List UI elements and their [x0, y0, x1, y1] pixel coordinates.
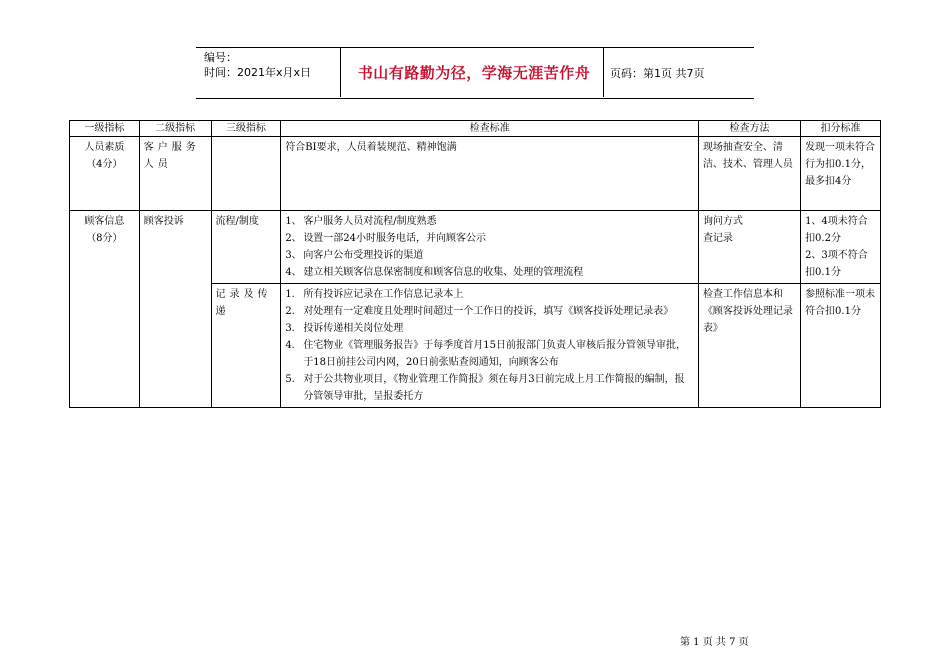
header-meta	[204, 50, 340, 80]
column-header: 三级指标	[211, 121, 281, 137]
deduction-cell: 参照标准一项未符合扣0.1分	[801, 284, 881, 408]
level3-cell: 流程/制度	[211, 211, 281, 284]
item-number: 3.	[285, 323, 295, 334]
method-cell: 询问方式 查记录	[698, 211, 800, 284]
date-label: 时间：2021年x月x日	[204, 66, 312, 79]
list-item	[285, 286, 694, 303]
item-number: 5.	[285, 374, 295, 385]
list-item	[285, 303, 694, 320]
list-item	[285, 337, 694, 371]
table-header-row	[70, 121, 881, 137]
list-item	[285, 230, 694, 247]
standard-list	[285, 213, 694, 281]
column-header: 扣分标准	[801, 121, 881, 137]
item-number: 1.	[285, 289, 295, 300]
list-item	[285, 213, 694, 230]
list-item	[285, 264, 694, 281]
number-label: 编号：	[204, 51, 237, 64]
inspection-standards-table	[69, 120, 881, 408]
item-number: 2、	[285, 233, 302, 244]
level3-cell	[211, 137, 281, 211]
list-item	[285, 320, 694, 337]
item-number: 3、	[285, 250, 302, 261]
level2-cell: 客户服务人员	[139, 137, 211, 211]
header-motto: 书山有路勤为径，学海无涯苦作舟	[357, 64, 591, 82]
list-item	[285, 371, 694, 405]
level1-cell: 人员素质 （4分）	[70, 137, 140, 211]
method-cell: 检查工作信息本和《顾客投诉处理记录表》	[698, 284, 800, 408]
deduction-cell: 发现一项未符合行为扣0.1分，最多扣4分	[801, 137, 881, 211]
standard-cell	[281, 284, 699, 408]
standard-cell: 符合BI要求，人员着装规范、精神饱满	[281, 137, 699, 211]
item-number: 1、	[285, 216, 302, 227]
deduction-cell: 1、4项未符合扣0.2分 2、3项不符合扣0.1分	[801, 211, 881, 284]
item-text: 住宅物业《管理服务报告》于每季度首月15日前报部门负责人审核后报分管领导审批，于18日前挂公司内网，20日前张贴查阅通知，向顾客公布	[303, 340, 687, 368]
item-number: 2.	[285, 306, 295, 317]
level2-cell: 顾客投诉	[139, 211, 211, 408]
table-row	[70, 211, 881, 284]
document-header	[196, 47, 754, 99]
standard-list	[285, 286, 694, 405]
standard-cell	[281, 211, 699, 284]
item-number: 4、	[285, 267, 302, 278]
column-header: 检查方法	[698, 121, 800, 137]
item-text: 所有投诉应记录在工作信息记录本上	[303, 289, 464, 300]
page-info: 页码：第1页 共7页	[610, 67, 705, 80]
item-text: 设置一部24小时服务电话，并向顾客公示	[303, 233, 487, 244]
item-text: 向客户公布受理投诉的渠道	[303, 250, 424, 261]
page-footer: 第 1 页 共 7 页	[680, 637, 749, 648]
list-item	[285, 247, 694, 264]
item-text: 对于公共物业项目，《物业管理工作简报》须在每月3日前完成上月工作简报的编制，报分管领导审批，呈报委托方	[303, 374, 685, 402]
column-header: 二级指标	[139, 121, 211, 137]
column-header: 一级指标	[70, 121, 140, 137]
item-text: 对处理有一定难度且处理时间超过一个工作日的投诉，填写《顾客投诉处理记录表》	[303, 306, 674, 317]
item-text: 客户服务人员对流程/制度熟悉	[303, 216, 437, 227]
item-text: 建立相关顾客信息保密制度和顾客信息的收集、处理的管理流程	[303, 267, 584, 278]
method-cell: 现场抽查安全、清洁、技术、管理人员	[698, 137, 800, 211]
item-text: 投诉传递相关岗位处理	[303, 323, 404, 334]
level1-cell: 顾客信息 （8分）	[70, 211, 140, 408]
level3-cell: 记录及传递	[211, 284, 281, 408]
item-number: 4.	[285, 340, 295, 351]
column-header: 检查标准	[281, 121, 699, 137]
table-row	[70, 137, 881, 211]
